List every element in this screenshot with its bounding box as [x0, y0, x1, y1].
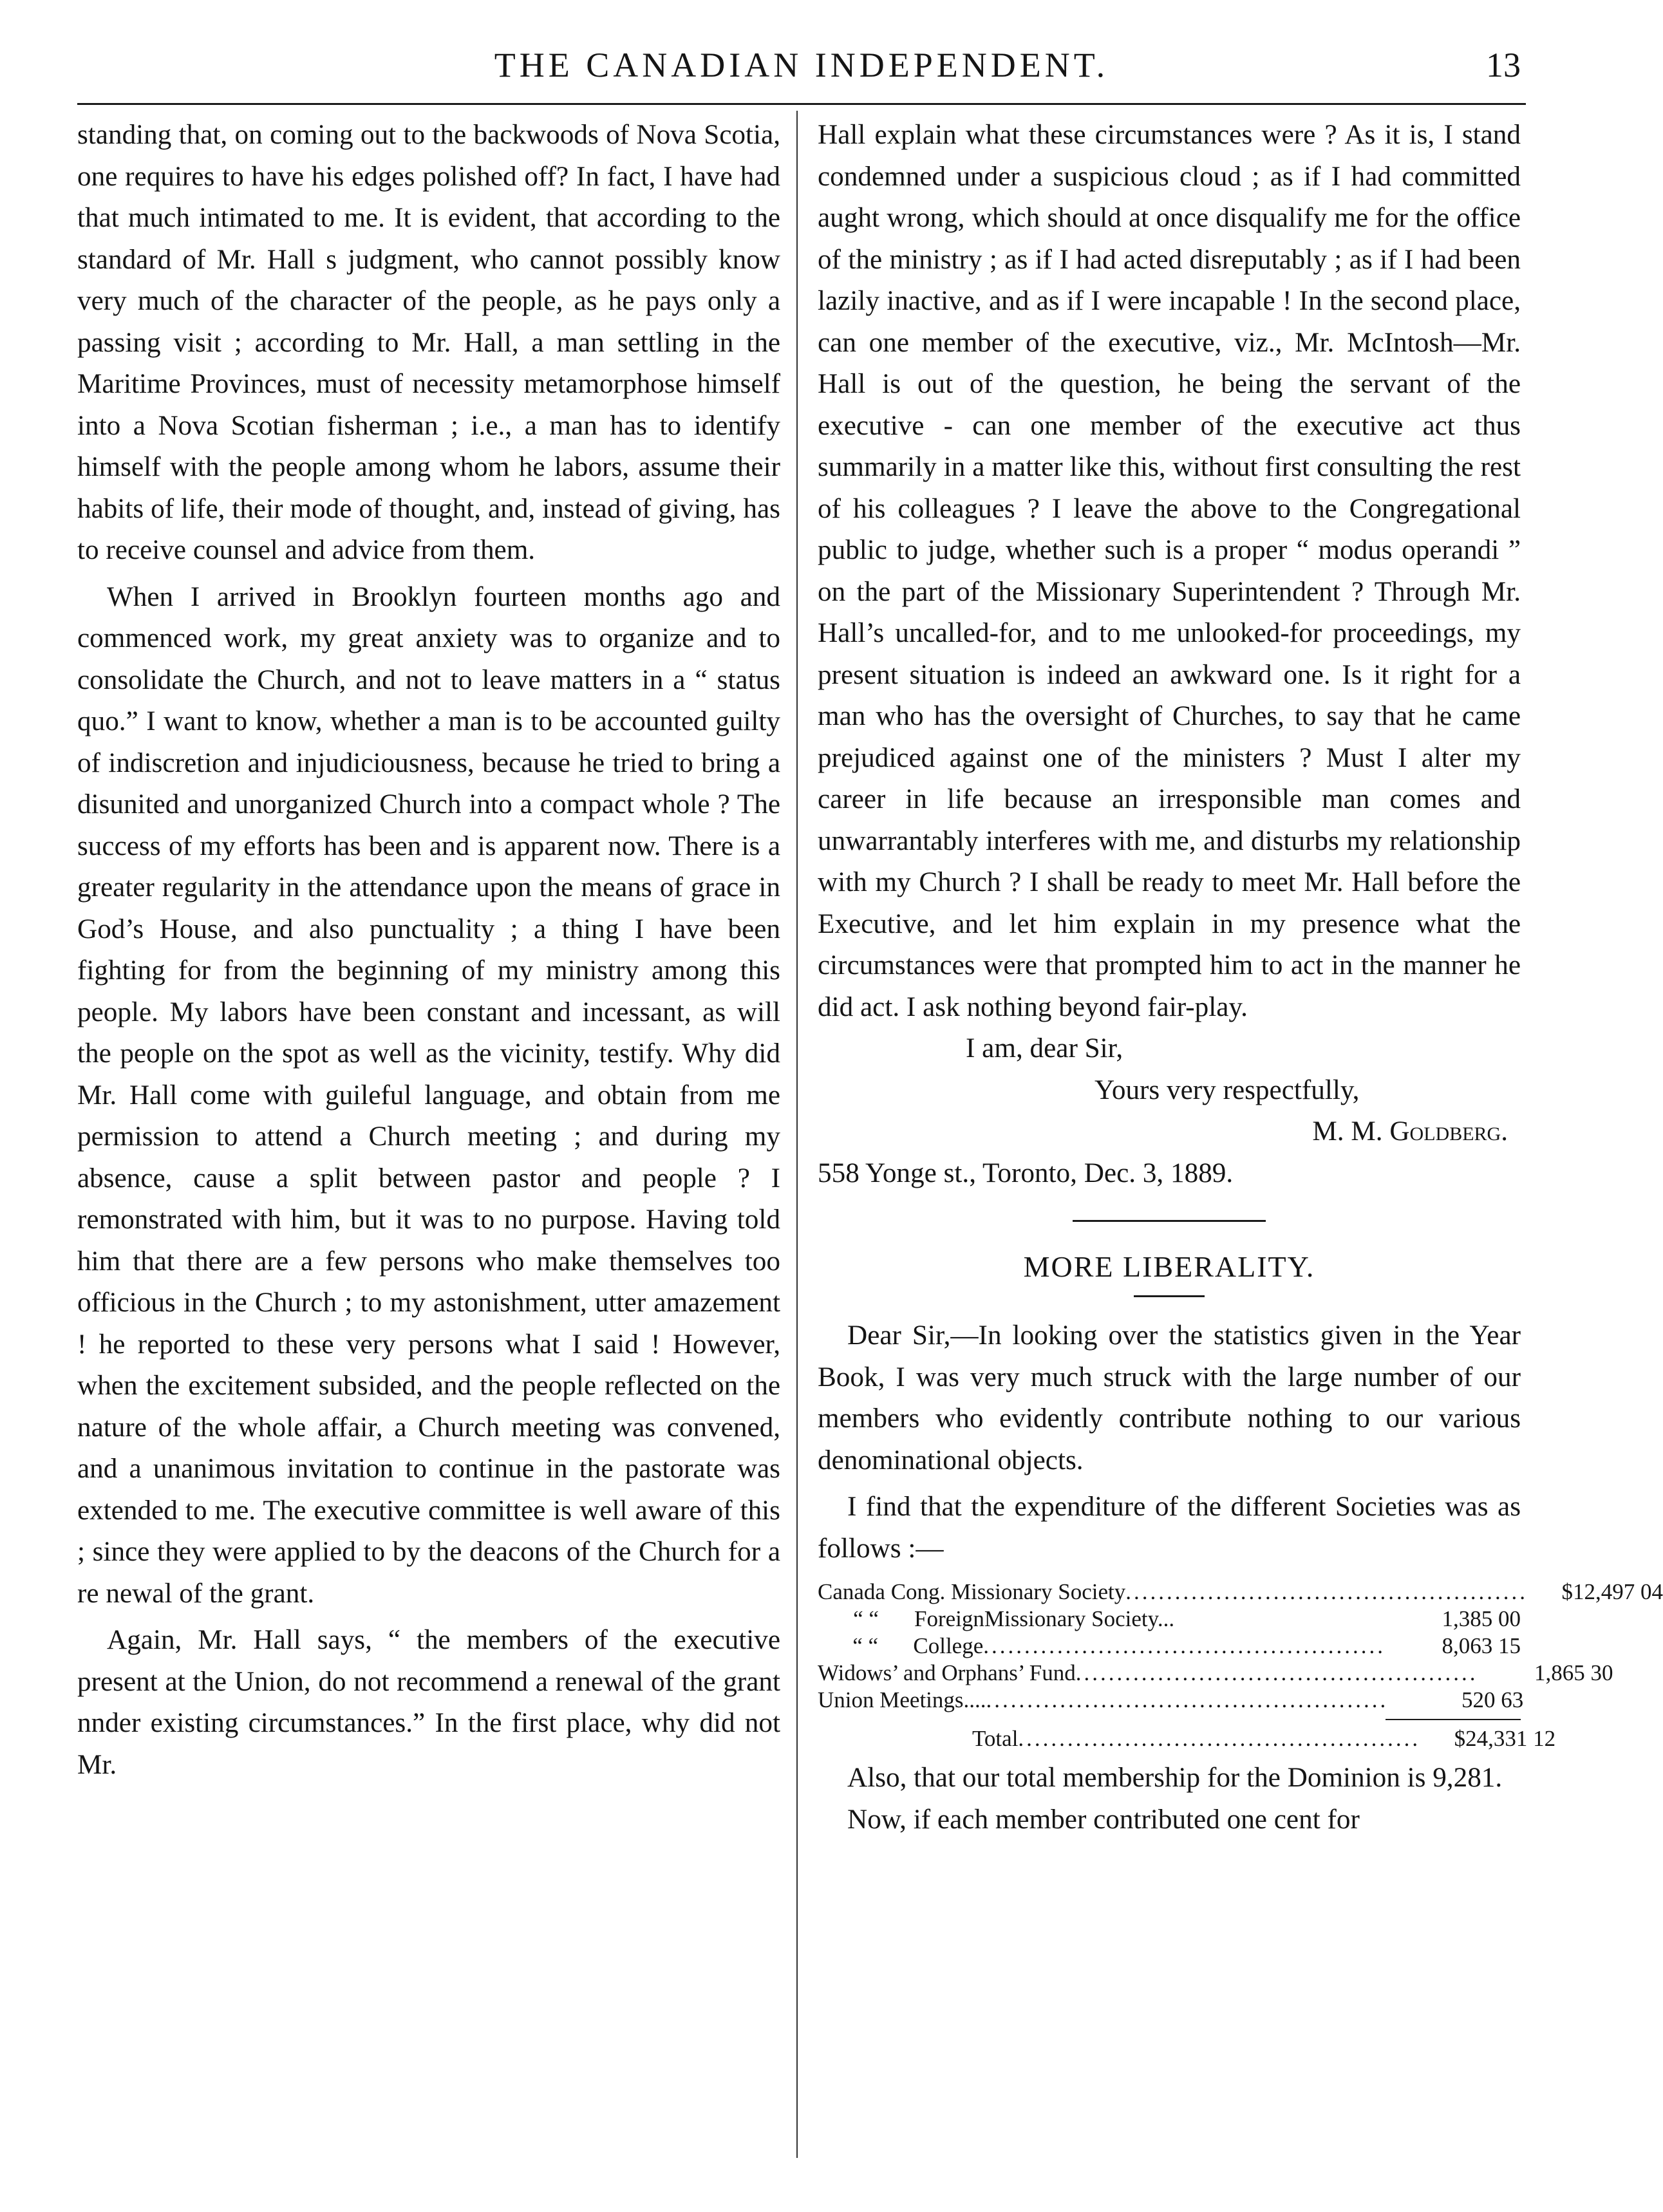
letter-address: 558 Yonge st., Toronto, Dec. 3, 1889.	[818, 1158, 1234, 1188]
right-paragraph-1: Hall explain what these circumstances were ? As it is, I stand condemned under a suspicious cloud ; as if I had committed aught wrong, which should at once disqualify me for the office of the ministry ; as if I had acted disreputably ; as if I had been lazily inactive, and as if I were incapable ! In the second place, can one member of the executive, viz., Mr. McIntosh—Mr. Hall is out of the question, he being the servant of the executive - can one member of the executive act thus summarily in a matter like this, without first consulting the rest of his colleagues ? I leave the above to the Congregational public to judge, whether such is a proper “ modus operandi ” on the part of the Missionary Superintendent ? Through Mr. Hall’s uncalled-for, and to me unlooked-for proceedings, my present situation is indeed an awkward one. Is it right for a man who has the oversight of Churches, to say that he came prejudiced against one of the ministers ? Must I alter my career in life because an irresponsible man comes and unwarrantably interferes with me, and disturbs my relationship with my Church ? I shall be ready to meet Mr. Hall before the Executive, and let him explain in my presence what the circumstances were that prompted him to act in the manner he did act. I ask nothing beyond fair-play.	[818, 120, 1521, 1022]
letter-signature: M. M. Goldberg.	[1312, 1116, 1508, 1147]
section-divider	[1073, 1220, 1266, 1222]
ditto-mark: “ “	[853, 1606, 879, 1631]
letter-regards: Yours very respectfully,	[1095, 1074, 1360, 1105]
row-amount: 1,385 00	[1442, 1606, 1521, 1631]
table-row: Widows’ and Orphans’ Fund ................................................. 1,865 30	[818, 1660, 1613, 1685]
table-row: Canada Cong. Missionary Society ................................................. $12,497 04	[818, 1579, 1663, 1604]
liberality-paragraph-1: Dear Sir,—In looking over the statistics given in the Year Book, I was very much struck with the large number of our members who evidently contribute nothing to our various denominational objects.	[818, 1320, 1521, 1476]
table-row: Union Meetings.... ................................................. 520 63	[818, 1687, 1524, 1712]
closing-paragraph-2: Now, if each member contributed one cent for	[847, 1804, 1360, 1835]
row-label: Union Meetings....	[818, 1687, 986, 1712]
row-amount: 8,063 15	[1442, 1633, 1521, 1658]
row-amount: 1,865 30	[1534, 1660, 1613, 1685]
left-paragraph-3: Again, Mr. Hall says, “ the members of the executive present at the Union, do not recommend a renewal of the grant nnder existing circumstances.” In the first place, why did not Mr.	[77, 1625, 780, 1780]
row-label: Canada Cong. Missionary Society	[818, 1579, 1126, 1604]
section-title-rule	[1134, 1295, 1205, 1297]
table-row: “ “ College ................................................. 8,063 15	[818, 1633, 1521, 1660]
total-label: Total	[972, 1726, 1019, 1751]
right-column	[818, 115, 1663, 1841]
left-paragraph-1: standing that, on coming out to the backwoods of Nova Scotia, one requires to have his edges polished off? In fact, I have had that much intimated to me. It is evident, that according to the standard of Mr. Hall s judgment, who cannot possibly know very much of the character of the people, as he pays only a passing visit ; according to Mr. Hall, a man settling in the Maritime Provinces, must of necessity metamorphose himself into a Nova Scotian fisherman ; i.e., a man has to identify himself with the people among whom he labors, assume their habits of life, their mode of thought, and, instead of giving, has to receive counsel and advice from them.	[77, 120, 780, 565]
section-title: MORE LIBERALITY.	[1023, 1250, 1315, 1283]
total-amount: $24,331 12	[1454, 1726, 1556, 1751]
header-rule	[77, 103, 1526, 105]
table-row	[818, 1606, 1521, 1633]
closing-paragraph-1: Also, that our total membership for the Dominion is 9,281.	[847, 1763, 1503, 1793]
running-title: THE CANADIAN INDEPENDENT.	[494, 46, 1109, 84]
page-number: 13	[1486, 46, 1521, 84]
page-header	[77, 37, 1526, 95]
row-label: College	[913, 1633, 984, 1658]
row-amount: 520 63	[1461, 1687, 1524, 1712]
left-paragraph-2: When I arrived in Brooklyn fourteen months ago and commenced work, my great anxiety was to organize and to consolidate the Church, and not to leave matters in a “ status quo.” I want to know, whether a man is to be accounted guilty of indiscretion and injudiciousness, because he tried to bring a disunited and unorganized Church into a compact whole ? The success of my efforts has been and is apparent now. There is a greater regularity in the attendance upon the means of grace in God’s House, and also punctuality ; a thing I have been fighting for from the beginning of my ministry among this people. My labors have been constant and incessant, as will the people on the spot as well as the vicinity, testify. Why did Mr. Hall come with guileful language, and obtain from me permission to attend a Church meeting ; and during my absence, cause a split between pastor and people ? I remonstrated with him, but it was to no purpose. Having told him that there are a few persons who make themselves too officious in the Church ; to my astonishment, utter amazement ! he reported to these very persons what I said ! However, when the excitement subsided, and the people reflected on the nature of the whole affair, a Church meeting was convened, and a unanimous invitation to continue in the pastorate was extended to me. The executive committee is well aware of this ; since they were applied to by the deacons of the Church for a re newal of the grant.	[77, 581, 780, 1609]
expenditure-table	[818, 1579, 1663, 1752]
row-amount: $12,497 04	[1561, 1579, 1663, 1604]
table-total-row: Total ................................................. $24,331 12	[972, 1726, 1556, 1751]
column-divider	[796, 111, 798, 2158]
row-label: ForeignMissionary Society...	[914, 1606, 1175, 1631]
ditto-mark: “ “	[852, 1633, 879, 1658]
letter-closing: I am, dear Sir,	[966, 1033, 1123, 1064]
liberality-paragraph-2: I find that the expenditure of the different Societies was as follows :—	[818, 1492, 1521, 1564]
row-label: Widows’ and Orphans’ Fund	[818, 1660, 1076, 1685]
total-rule	[1386, 1719, 1521, 1720]
left-column	[77, 115, 780, 1786]
